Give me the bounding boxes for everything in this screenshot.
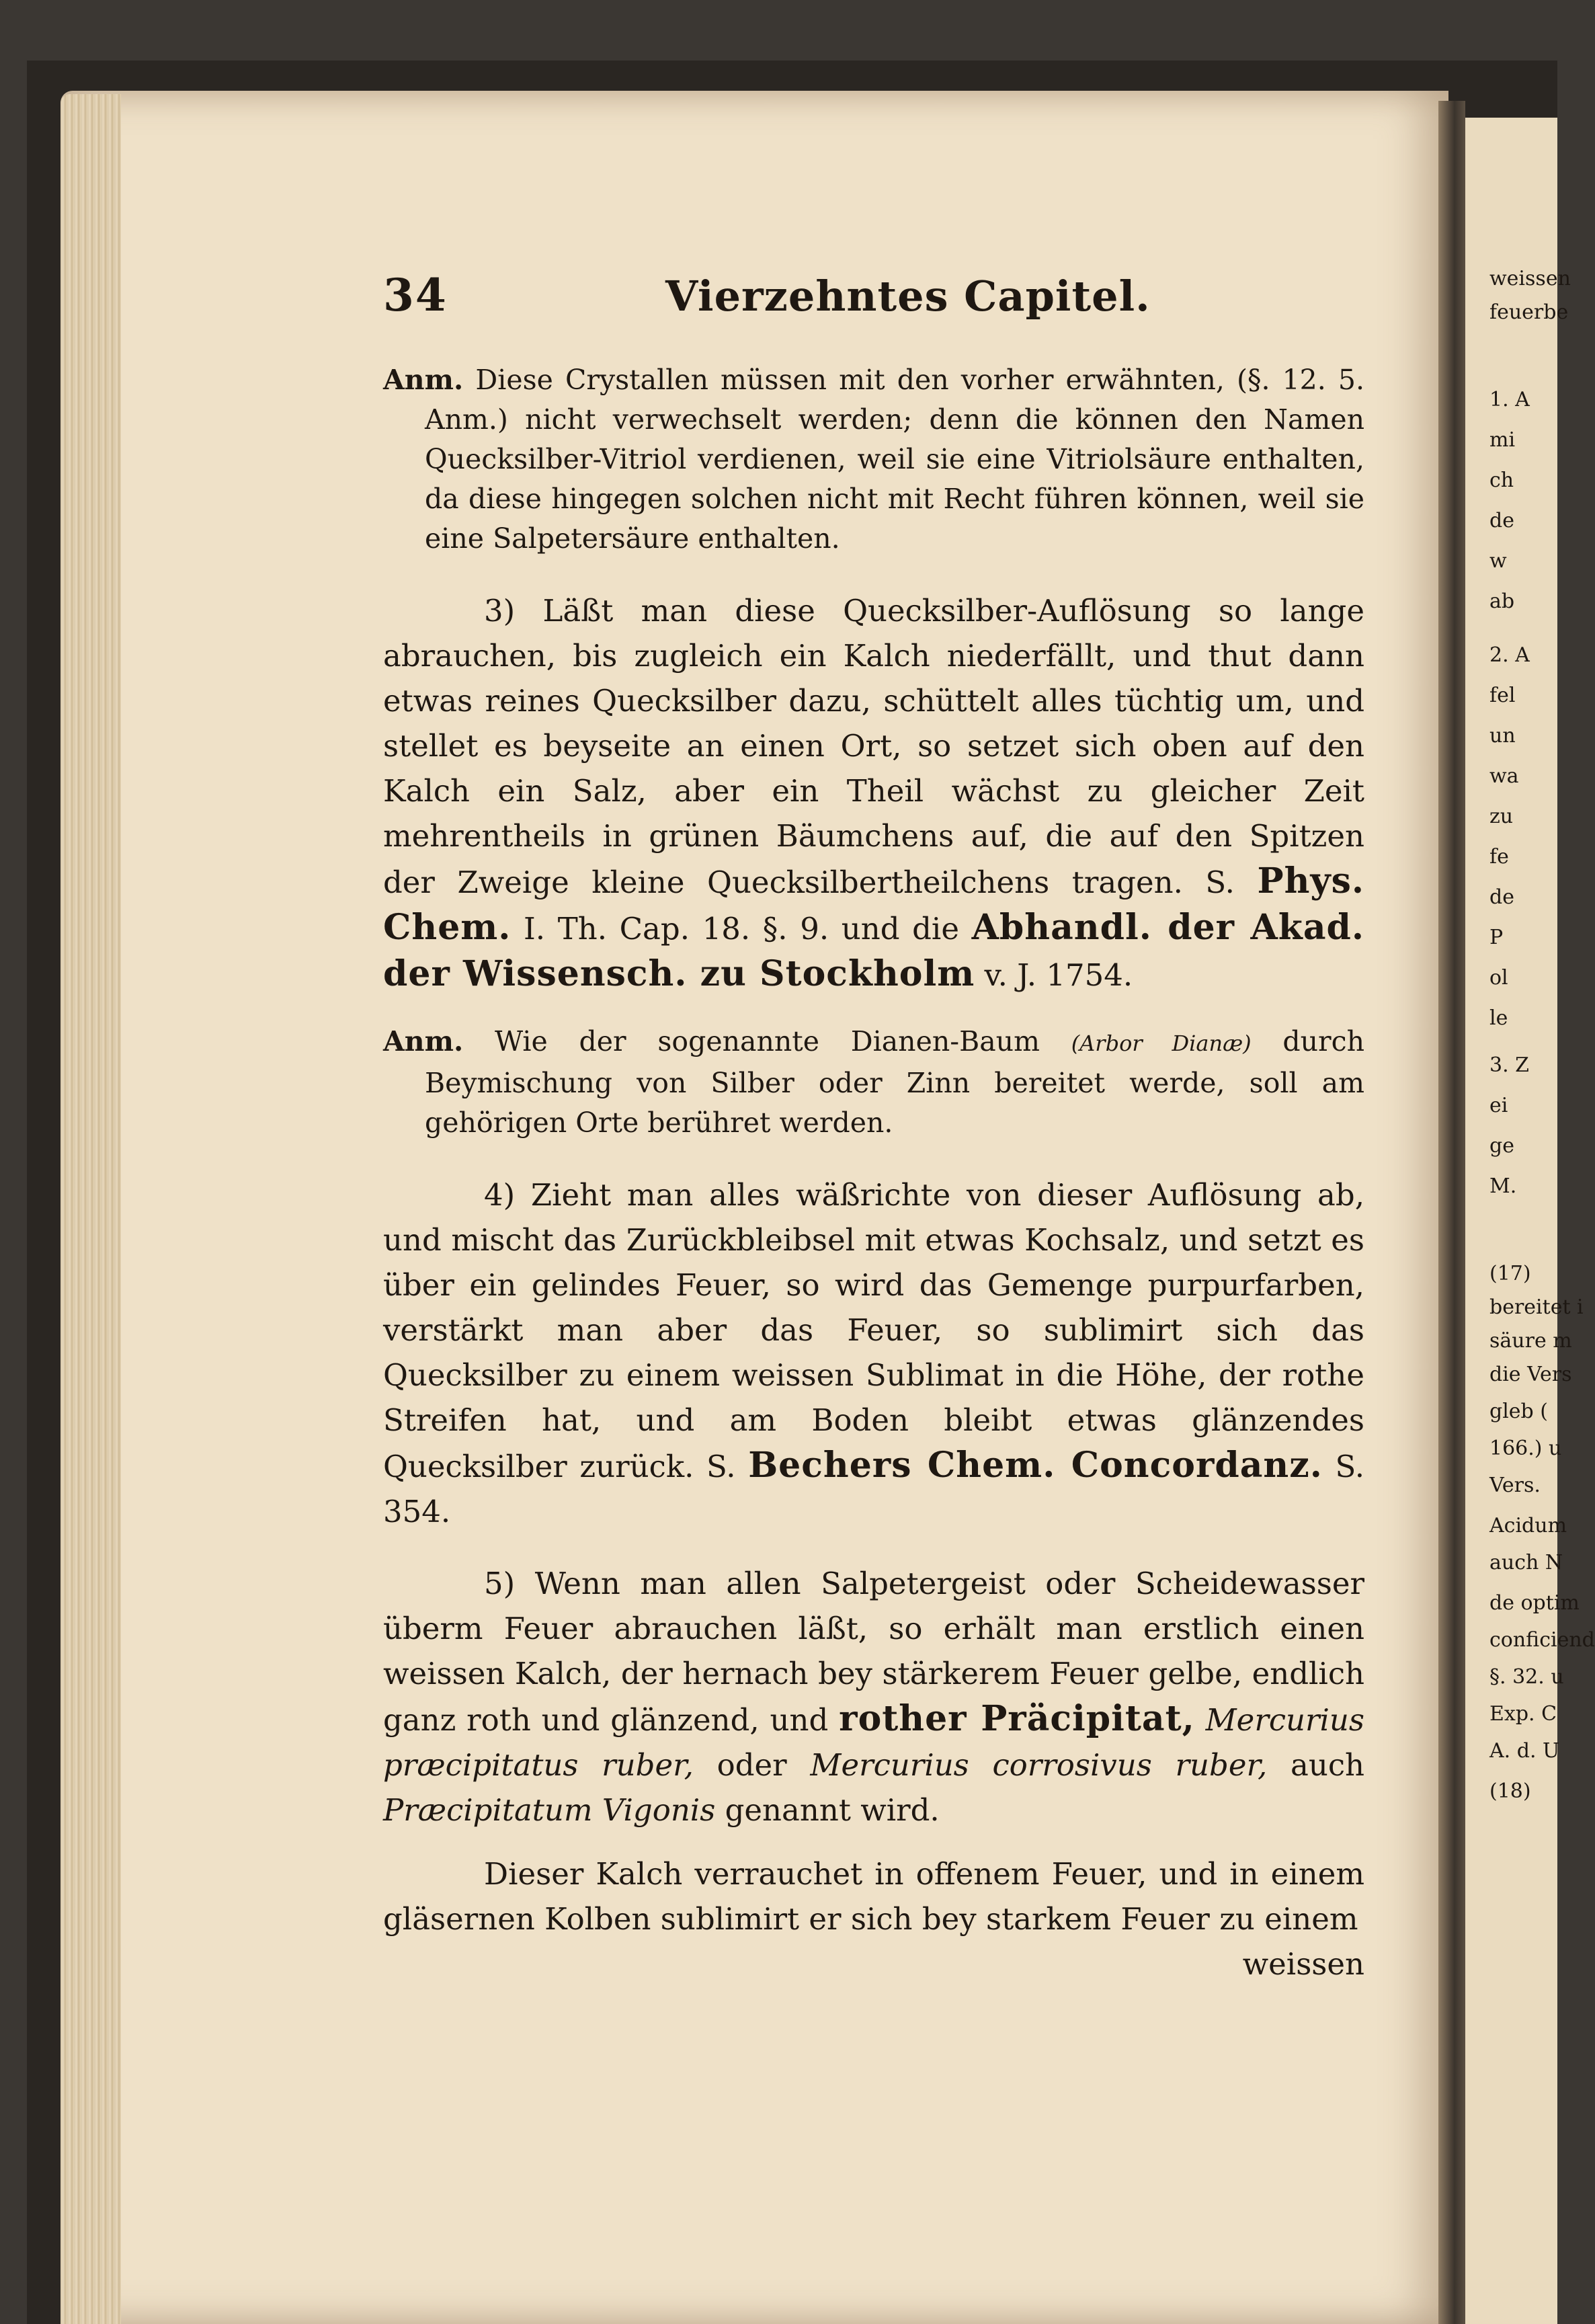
right-page-text-fragment: ei xyxy=(1489,1094,1508,1117)
right-page-text-fragment: zu xyxy=(1489,805,1514,828)
paragraph-4-reference: Bechers Chem. Concordanz. xyxy=(748,1445,1323,1486)
right-page-text-fragment: M. xyxy=(1489,1174,1517,1198)
note-2 xyxy=(383,1022,1364,1143)
right-page-text-fragment: §. 32. u xyxy=(1489,1665,1564,1689)
right-page-text-fragment: ch xyxy=(1489,469,1514,492)
right-page-text-fragment: un xyxy=(1489,724,1516,748)
paragraph-5-also: auch xyxy=(1291,1747,1365,1783)
note-2-latin: (Arbor Dianæ) xyxy=(1071,1031,1252,1056)
paragraph-6 xyxy=(383,1851,1364,1941)
running-title: Vierzehntes Capitel. xyxy=(665,272,1151,321)
paragraph-5-term: rother Präcipitat, xyxy=(839,1698,1195,1739)
page-edges xyxy=(60,94,121,2324)
right-page-text-fragment: conficiend xyxy=(1489,1628,1595,1652)
right-page-text-fragment: bereitet i xyxy=(1489,1295,1584,1319)
right-page-text-fragment: gleb ( xyxy=(1489,1400,1548,1423)
paragraph-5-latin-3: Præcipitatum Vigonis xyxy=(383,1792,716,1828)
right-page-text-fragment: Vers. xyxy=(1489,1474,1541,1497)
catchword: weissen xyxy=(1242,1946,1364,1982)
right-page-text-fragment: Acidum xyxy=(1489,1514,1567,1537)
right-page-text-fragment: 2. A xyxy=(1489,643,1530,667)
page-content xyxy=(383,269,1364,1987)
paragraph-5-or: oder xyxy=(717,1747,787,1783)
page-number: 34 xyxy=(383,269,448,321)
right-page-text-fragment: w xyxy=(1489,549,1507,573)
note-1 xyxy=(383,360,1364,559)
right-page-text-fragment: die Vers xyxy=(1489,1363,1572,1386)
right-page-text-fragment: fe xyxy=(1489,845,1509,869)
right-page-text-fragment: P xyxy=(1489,926,1504,949)
right-page-text-fragment: Exp. C xyxy=(1489,1702,1557,1726)
paragraph-6-text: Dieser Kalch verrauchet in offenem Feuer, und in einem gläsernen Kolben sublimirt er sich bey starkem Feuer zu einem xyxy=(383,1856,1364,1937)
page-header xyxy=(383,269,1364,343)
right-page-fragment xyxy=(1465,118,1595,2324)
paragraph-5-latin-1: Mercurius præcipitatus ruber, xyxy=(383,1702,1364,1783)
right-page-text-fragment: fel xyxy=(1489,684,1516,707)
right-page-text-fragment: (17) xyxy=(1489,1262,1531,1285)
right-page-text-fragment: de optim xyxy=(1489,1591,1580,1615)
right-page-text-fragment: ge xyxy=(1489,1134,1514,1158)
right-page-text-fragment: 166.) u xyxy=(1489,1437,1562,1460)
paragraph-5-text: 5) Wenn man allen Salpetergeist oder Scheidewasser überm Feuer abrauchen läßt, so erhält man erstlich einen weissen Kalch, der hernach bey stärkerem Feuer gelbe, endlich ganz roth und glänzend, und xyxy=(383,1566,1364,1738)
right-page-text-fragment: säure m xyxy=(1489,1329,1572,1353)
paragraph-3-reference-1: Phys. Chem. xyxy=(383,860,1364,948)
paragraph-3-reference-2: Abhandl. der Akad. der Wissensch. zu Stockholm xyxy=(383,907,1364,994)
right-page-text-fragment: weissen xyxy=(1489,267,1571,290)
note-1-text: Diese Crystallen müssen mit den vorher erwähnten, (§. 12. 5. Anm.) nicht verwechselt werden; denn die können den Namen Quecksilber-Vitriol verdienen, weil sie eine Vitriolsäure enthalten, da diese hingegen solchen nicht mit Recht führen können, weil sie eine Salpetersäure enthalten. xyxy=(425,364,1364,555)
paragraph-4 xyxy=(383,1172,1364,1534)
right-page-text-fragment: le xyxy=(1489,1006,1508,1030)
right-page-text-fragment: 3. Z xyxy=(1489,1053,1530,1077)
note-2-label: Anm. xyxy=(383,1025,464,1057)
paragraph-4-end: S. 354. xyxy=(383,1449,1365,1529)
paragraph-3-end: v. J. 1754. xyxy=(984,957,1133,993)
right-page-text-fragment: feuerbe xyxy=(1489,300,1569,324)
paragraph-5 xyxy=(383,1561,1364,1833)
right-page-text-fragment: ab xyxy=(1489,590,1515,613)
right-page-text-fragment: de xyxy=(1489,885,1514,909)
paragraph-3 xyxy=(383,588,1364,998)
right-page-text-fragment: auch N xyxy=(1489,1551,1563,1574)
right-page-text-fragment: wa xyxy=(1489,764,1519,788)
paragraph-5-latin-2: Mercurius corrosivus ruber, xyxy=(810,1747,1268,1783)
right-page-text-fragment: A. d. U xyxy=(1489,1739,1560,1763)
book-gutter xyxy=(1438,101,1465,2324)
paragraph-5-end: genannt wird. xyxy=(725,1792,940,1828)
paragraph-3-mid: I. Th. Cap. 18. §. 9. und die xyxy=(524,911,959,947)
paragraph-4-text: 4) Zieht man alles wäßrichte von dieser Auflösung ab, und mischt das Zurückbleibsel mit etwas Kochsalz, und setzt es über ein gelindes Feuer, so wird das Gemenge purpurfarben, verstärkt man aber das Feuer, so sublimirt sich das Quecksilber zu einem weissen Sublimat in die Höhe, der rothe Streifen hat, und am Boden bleibt etwas glänzendes Quecksilber zurück. S. xyxy=(383,1177,1364,1484)
note-2-text-a: Wie der sogenannte Dianen-Baum xyxy=(495,1025,1040,1057)
right-page-text-fragment: (18) xyxy=(1489,1779,1531,1803)
right-page-text-fragment: 1. A xyxy=(1489,388,1530,411)
right-page-text-fragment: ol xyxy=(1489,966,1508,990)
note-1-label: Anm. xyxy=(383,364,464,396)
paragraph-3-text: 3) Läßt man diese Quecksilber-Auflösung so lange abrauchen, bis zugleich ein Kalch niederfällt, und thut dann etwas reines Quecksilber dazu, schüttelt alles tüchtig um, und stellet es beyseite an einen Ort, so setzet sich oben auf den Kalch ein Salz, aber ein Theil wächst zu gleicher Zeit mehrentheils in grünen Bäumchens auf, die auf den Spitzen der Zweige kleine Quecksilbertheilchens tragen. S. xyxy=(383,593,1364,900)
note-2-text-b: durch Beymischung von Silber oder Zinn bereitet werde, soll am gehörigen Orte berühret werden. xyxy=(425,1025,1364,1139)
right-page-text-fragment: de xyxy=(1489,509,1514,532)
right-page-text-fragment: mi xyxy=(1489,428,1516,452)
